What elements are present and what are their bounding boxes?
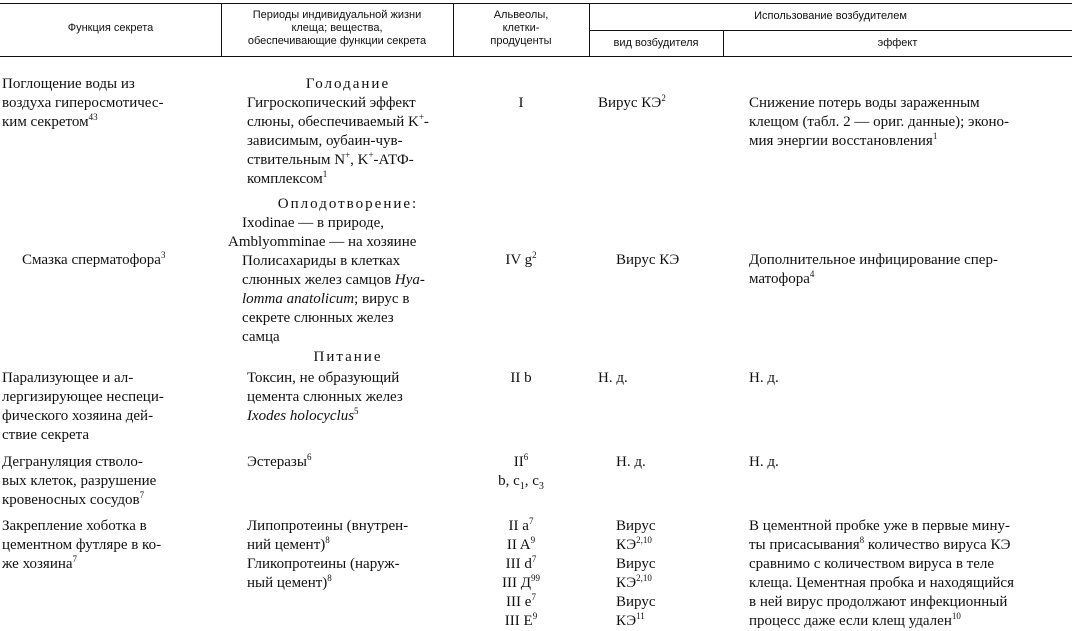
row1-effect-line3: мия энергии восстановления$^1$ [749,131,938,149]
col-header-function: Функция секрета [67,22,154,34]
row2-function: Смазка сперматофора$^3$ [22,250,166,268]
col-header-alveoli-line2: клетки- [502,22,540,34]
header-group-rule [589,30,1072,31]
row2-substance [228,214,454,347]
col-header-periods-line2: клеща; вещества, [291,22,383,34]
row1-effect [749,94,1072,151]
row2-substance-line6: секрете слюнных желез [242,310,394,326]
row3-substance-line3: Ixodes holocyclus$^5$ [247,406,359,424]
row3-function-line1: Парализующее и ал- [2,370,134,386]
row3-function-line3: фического хозяина дей- [2,408,154,424]
row4-function-line2: вых клеток, разрушение [2,473,157,489]
row5-agent-line3: Вирус [616,556,656,572]
row5-alveoli-line2: II $A^9$ [506,535,536,553]
row3-function [2,369,214,445]
row5-agent-line2: КЭ$^{2,10}$ [616,535,652,553]
row2-agent: Вирус КЭ [616,252,680,268]
row3-effect: Н. д. [749,370,779,386]
col-header-alveoli-line1: Альвеолы, [493,9,549,21]
col-header-alveoli [453,9,589,48]
row1-effect-line2: клещом (табл. 2 — ориг. данные); эконо- [749,114,1010,130]
row5-substance-line2: ний цемент)$^8$ [247,535,330,553]
row5-alveoli [453,517,589,631]
col-header-periods-line3: обеспечивающие функции секрета [247,35,427,47]
row5-effect-line3: сравнимо с количеством вируса в теле [749,556,995,572]
row2-effect [749,251,1072,289]
row5-agent-line1: Вирус [616,518,656,534]
row5-function-line1: Закрепление хоботка в [2,518,147,534]
row2-substance-line7: самца [242,329,280,345]
row2-substance-line3: Полисахариды в клетках [242,253,401,269]
row1-substance-line1: Гигроскопический эффект [247,95,416,111]
row5-agent-line6: КЭ$^{11}$ [616,611,645,629]
row3-agent: Н. д. [598,370,628,386]
row2-substance-line4: слюнных желез самцов Hya- [242,272,425,288]
row1-function [2,75,214,132]
row5-function-line3: же хозяина$^7$ [2,554,78,572]
row5-function [2,517,214,574]
row4-agent: Н. д. [616,454,646,470]
header-bottom-rule [0,56,1072,57]
col-header-usage-group: Использование возбудителем [754,10,907,22]
col-header-periods-line1: Периоды индивидуальной жизни [252,9,422,21]
row4-function-line1: Дегрануляция стволо- [2,454,143,470]
row5-substance-line4: ный цемент)$^8$ [247,573,332,591]
row5-effect-line2: ты присасывания$^8$ количество вируса КЭ [749,535,1011,553]
row5-substance [247,517,453,593]
row5-alveoli-line6: III $E^9$ [504,611,538,629]
row5-effect-line1: В цементной пробке уже в первые мину- [749,518,1010,534]
row5-effect-line5: в ней вирус продолжают инфекционный [749,594,1008,610]
row2-substance-line5: lomma anatolicum; вирус в [242,291,410,307]
row3-substance [247,369,453,426]
row1-substance-line5: комплексом$^1$ [247,169,328,187]
col-header-periods [221,9,453,48]
col-header-agent-kind: вид возбудителя [613,37,699,49]
row5-agent-line5: Вирус [616,594,656,610]
row1-effect-line1: Снижение потерь воды зараженным [749,95,980,111]
row5-alveoli-line4: III $Д^{99}$ [502,573,540,591]
row2-effect-line1: Дополнительное инфицирование спер- [749,252,998,268]
row5-effect [749,517,1072,631]
row4-function [2,453,214,510]
row3-function-line2: лергизирующее неспеци- [2,389,164,405]
row4-alveoli [453,453,589,491]
row4-alveoli-line1: $II^6$ [513,452,529,470]
row4-alveoli-line2: b, $c_1$, $c_3$ [498,473,544,492]
row1-function-line1: Поглощение воды из [2,76,135,92]
row5-substance-line3: Гликопротеины (наруж- [247,556,400,572]
row5-agent-line4: КЭ$^{2,10}$ [616,573,652,591]
row1-substance-line2: слюны, обеспечиваемый K+- [247,112,429,130]
row1-agent: Вирус $КЭ^2$ [598,93,666,111]
row2-effect-line2: матофора$^4$ [749,269,815,287]
header-top-rule [0,3,1072,4]
row3-substance-line1: Токсин, не образующий [247,370,400,386]
row4-effect: Н. д. [749,454,779,470]
row2-substance-line2: Amblyomminae — на хозяине [228,234,417,250]
row5-effect-line4: клеща. Цементная пробка и находящийся [749,575,1014,591]
row2-substance-line1: Ixodinae — в природе, [242,215,384,231]
row1-substance-line4: ствительным N+, K+-АТФ- [247,150,414,168]
row3-alveoli: II b [510,370,532,386]
row1-function-line3: ким секретом$^{43}$ [2,112,98,130]
row2-period-title: Оплодотворение: [277,196,419,212]
row2-alveoli: IV $g^2$ [505,250,537,268]
row1-substance [247,94,453,189]
row3-function-line4: ствие секрета [2,427,90,443]
row1-period-title: Голодание [305,76,391,92]
col-header-effect: эффект [877,37,918,49]
row3-period-title: Питание [313,349,383,365]
row5-function-line2: цементном футляре в ко- [2,537,162,553]
row3-substance-line2: цемента слюнных желез [247,389,403,405]
row5-alveoli-line5: III $e^7$ [506,592,536,610]
row5-agent [616,517,726,631]
row4-function-line3: кровеносных сосудов$^7$ [2,490,145,508]
row5-effect-line6: процесс даже если клещ удален$^{10}$ [749,611,961,629]
row1-alveoli: I [518,95,524,111]
row5-alveoli-line1: II $a^7$ [508,516,534,534]
row5-substance-line1: Липопротеины (внутрен- [247,518,409,534]
row1-substance-line3: зависимым, оубаин-чув- [247,133,403,149]
col-header-alveoli-line3: продуценты [490,35,552,47]
row1-function-line2: воздуха гиперосмотичес- [2,95,164,111]
row4-substance: Эстеразы$^6$ [247,452,312,470]
row5-alveoli-line3: III $d^7$ [505,554,537,572]
